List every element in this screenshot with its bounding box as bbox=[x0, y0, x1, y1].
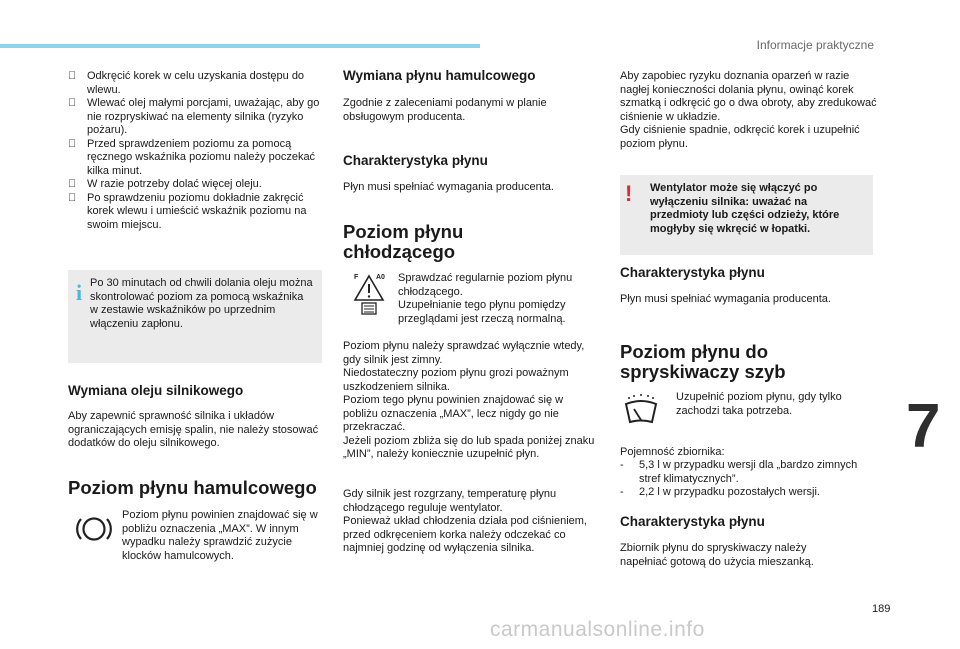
list-item: Wlewać olej małymi porcjami, uważając, aby go nie rozpryskiwać na elementy silnika (ryzyko pożaru). bbox=[87, 97, 320, 136]
brake-fluid-icon bbox=[74, 513, 114, 545]
page-number: 189 bbox=[872, 603, 891, 615]
list-item: W razie potrzeby dolać więcej oleju. bbox=[87, 178, 262, 190]
svg-text:F: F bbox=[354, 274, 359, 281]
info-icon: i bbox=[76, 280, 83, 305]
coolant-spec-text: Płyn musi spełniać wymagania producenta. bbox=[620, 293, 831, 305]
info-box bbox=[68, 270, 322, 363]
coolant-paragraph-1: Poziom płynu należy sprawdzać wyłącznie wtedy, gdy silnik jest zimny. Niedostateczny poziom płynu grozi poważnym uszkodzeniem silnika. Poziom tego płynu powinien znajdować się w pobliżu oznaczenia „MAX”, lecz nigdy go nie przekraczać. Jeżeli poziom zbliża się do lub spada poniżej znaku „MIN”, należy koniecznie uzupełnić płyn. bbox=[343, 340, 595, 460]
list-item: Odkręcić korek w celu uzyskania dostępu do wlewu. bbox=[87, 70, 305, 96]
list-item: - 5,3 l w przypadku wersji dla „bardzo zimnych stref klimatycznych”. bbox=[620, 459, 858, 485]
brake-change-text: Zgodnie z zaleceniami podanymi w planie obsługowym producenta. bbox=[343, 97, 547, 123]
coolant-spec-heading: Charakterystyka płynu bbox=[620, 265, 765, 280]
coolant-icon-text: Sprawdzać regularnie poziom płynu chłodzącego. Uzupełnianie tego płynu pomiędzy przeglądami jest rzeczą normalną. bbox=[398, 272, 573, 325]
coolant-heading-line2: chłodzącego bbox=[343, 241, 456, 262]
list-item: Po sprawdzeniu poziomu dokładnie zakręcić korek wlewu i umieścić wskaźnik poziomu na swoim miejscu. bbox=[87, 191, 307, 231]
info-text: Po 30 minutach od chwili dolania oleju można skontrolować poziom za pomocą wskaźnika w zestawie wskaźników po uprzednim włączeniu zapłonu. bbox=[90, 277, 313, 330]
washer-icon-text: Uzupełnić poziom płynu, gdy tylko zachodzi taka potrzeba. bbox=[676, 391, 842, 417]
washer-heading-line1: Poziom płynu do bbox=[620, 341, 768, 362]
warning-icon: ! bbox=[625, 181, 633, 206]
brake-change-heading: Wymiana płynu hamulcowego bbox=[343, 68, 536, 83]
coolant-paragraph-2: Gdy silnik jest rozgrzany, temperaturę płynu chłodzącego reguluje wentylator. Ponieważ układ chłodzenia działa pod ciśnieniem, przed odkręceniem korka należy odczekać co najmniej godzinę od wyłączenia silnika. bbox=[343, 488, 587, 554]
coolant-heading-line1: Poziom płynu bbox=[343, 221, 464, 242]
list-item: Przed sprawdzeniem poziomu za pomocą ręcznego wskaźnika poziomu należy poczekać kilka minut. bbox=[87, 137, 316, 177]
coolant-warning-icon bbox=[351, 270, 387, 316]
brake-spec-text: Płyn musi spełniać wymagania producenta. bbox=[343, 181, 554, 193]
washer-heading-line2: spryskiwaczy szyb bbox=[620, 361, 786, 382]
top-accent-bar bbox=[0, 44, 480, 48]
oil-change-heading: Wymiana oleju silnikowego bbox=[68, 383, 244, 398]
capacity-label: Pojemność zbiornika: bbox=[620, 446, 725, 458]
washer-spec-heading: Charakterystyka płynu bbox=[620, 514, 765, 529]
list-item: - 2,2 l w przypadku pozostałych wersji. bbox=[620, 486, 820, 498]
washer-spec-text: Zbiornik płynu do spryskiwaczy należy napełniać gotową do użycia mieszanką. bbox=[620, 542, 814, 568]
brake-level-heading: Poziom płynu hamulcowego bbox=[68, 477, 317, 498]
svg-text:A0: A0 bbox=[376, 274, 385, 281]
watermark: carmanualsonline.info bbox=[490, 618, 705, 641]
refill-steps-list bbox=[68, 70, 324, 232]
brake-level-text: Poziom płynu powinien znajdować się w pobliżu oznaczenia „MAX”. W innym wypadku należy sprawdzić zużycie klocków hamulcowych. bbox=[122, 509, 318, 562]
chapter-number: 7 bbox=[906, 392, 941, 461]
warning-box bbox=[620, 175, 873, 255]
washer-fluid-icon bbox=[620, 392, 662, 426]
brake-spec-heading: Charakterystyka płynu bbox=[343, 153, 488, 168]
section-header: Informacje praktyczne bbox=[756, 38, 874, 52]
oil-change-text: Aby zapewnić sprawność silnika i układów ograniczających emisję spalin, nie należy stosować dodatków do oleju silnikowego. bbox=[68, 410, 319, 449]
coolant-intro-text: Aby zapobiec ryzyku doznania oparzeń w razie nagłej konieczności dolania płynu, owinąć korek szmatką i odkręcić go o dwa obroty, aby zredukować ciśnienie w układzie. Gdy ciśnienie spadnie, odkręcić korek i uzupełnić poziom płynu. bbox=[620, 70, 877, 150]
warning-text: Wentylator może się włączyć po wyłączeniu silnika: uważać na przedmioty lub części odzieży, które mogłyby się wkręcić w łopatki. bbox=[650, 182, 840, 235]
capacity-list bbox=[620, 459, 878, 500]
